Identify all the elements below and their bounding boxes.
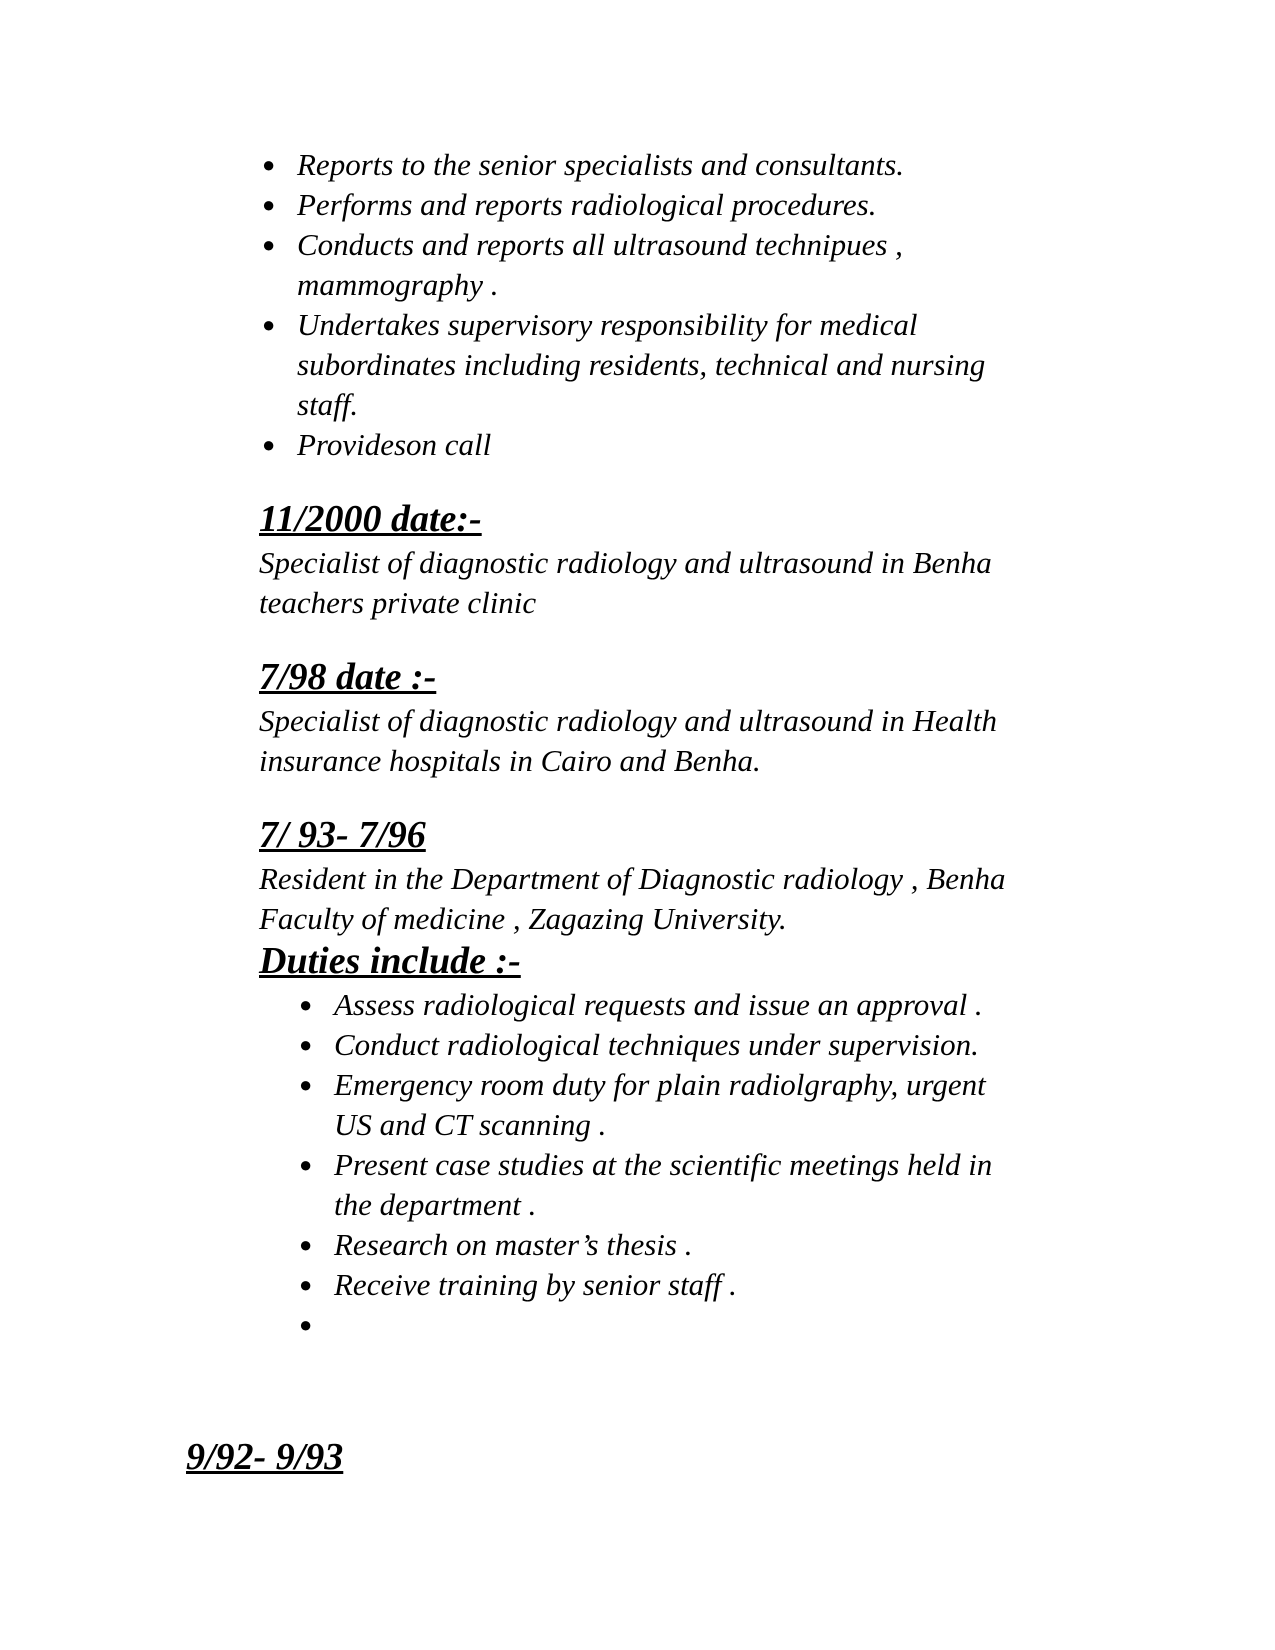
content-column bbox=[259, 145, 1079, 1345]
duties-heading: Duties include :- bbox=[259, 940, 521, 982]
bullet-icon: ● bbox=[262, 312, 276, 337]
entry-description: Specialist of diagnostic radiology and ultrasound in Health insurance hospitals in Cairo and Benha. bbox=[259, 703, 997, 778]
list-item bbox=[259, 145, 1079, 185]
list-item-text: Reports to the senior specialists and consultants. bbox=[297, 147, 905, 182]
top-duties-list bbox=[259, 145, 1079, 465]
list-item bbox=[259, 185, 1079, 225]
bullet-icon: ● bbox=[262, 152, 276, 177]
list-item-text: Undertakes supervisory responsibility for medical subordinates including residents, technical and nursing staff. bbox=[297, 307, 986, 422]
list-item bbox=[296, 1265, 1079, 1305]
list-item bbox=[296, 985, 1079, 1025]
list-item-text: Emergency room duty for plain radiolgraphy, urgent US and CT scanning . bbox=[334, 1067, 986, 1142]
list-item bbox=[296, 1065, 1079, 1145]
list-item bbox=[259, 225, 1079, 305]
bullet-icon: ● bbox=[262, 432, 276, 457]
entry-date-heading: 7/98 date :- bbox=[259, 656, 437, 698]
bullet-icon: ● bbox=[299, 1272, 313, 1297]
bullet-icon: ● bbox=[262, 192, 276, 217]
list-item-text: Provideson call bbox=[297, 427, 492, 462]
list-item-text: Receive training by senior staff . bbox=[334, 1267, 737, 1302]
list-item-text: Research on master’s thesis . bbox=[334, 1227, 693, 1262]
resident-duties-list bbox=[296, 985, 1079, 1345]
entry-teachers-clinic bbox=[259, 495, 1079, 623]
list-item bbox=[296, 1145, 1079, 1225]
entry-date-heading: 7/ 93- 7/96 bbox=[259, 814, 426, 856]
entry-date-heading: 11/2000 date:- bbox=[259, 498, 482, 540]
list-item-text: Performs and reports radiological procedures. bbox=[297, 187, 877, 222]
entry-health-insurance bbox=[259, 653, 1079, 781]
entry-resident bbox=[259, 811, 1079, 939]
bullet-icon: ● bbox=[299, 1152, 313, 1177]
list-item bbox=[296, 1025, 1079, 1065]
list-item bbox=[259, 305, 1079, 425]
bullet-icon: ● bbox=[299, 1232, 313, 1257]
bullet-icon: ● bbox=[299, 1072, 313, 1097]
bullet-icon: ● bbox=[299, 1312, 313, 1337]
entry-date-heading-last: 9/92- 9/93 bbox=[186, 1436, 344, 1478]
list-item bbox=[296, 1305, 1079, 1345]
bullet-icon: ● bbox=[299, 992, 313, 1017]
list-item-text: Conduct radiological techniques under supervision. bbox=[334, 1027, 979, 1062]
list-item bbox=[259, 425, 1079, 465]
bullet-icon: ● bbox=[299, 1032, 313, 1057]
entry-description: Resident in the Department of Diagnostic radiology , Benha Faculty of medicine , Zagazing University. bbox=[259, 861, 1006, 936]
list-item-text: Conducts and reports all ultrasound technipues , mammography . bbox=[297, 227, 903, 302]
entry-description: Specialist of diagnostic radiology and ultrasound in Benha teachers private clinic bbox=[259, 545, 992, 620]
list-item-text: Assess radiological requests and issue an approval . bbox=[334, 987, 983, 1022]
list-item-text: Present case studies at the scientific meetings held in the department . bbox=[334, 1147, 993, 1222]
list-item bbox=[296, 1225, 1079, 1265]
bullet-icon: ● bbox=[262, 232, 276, 257]
